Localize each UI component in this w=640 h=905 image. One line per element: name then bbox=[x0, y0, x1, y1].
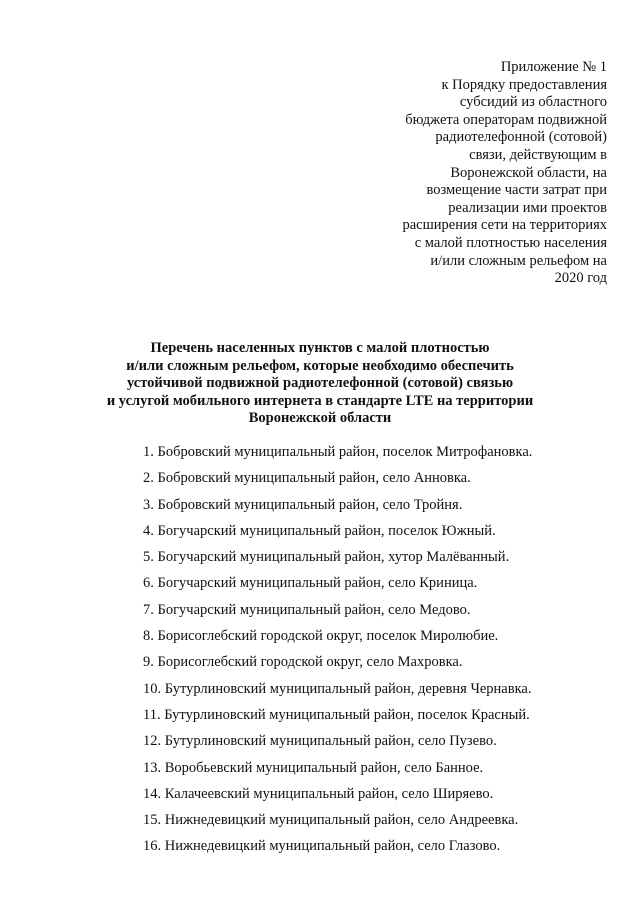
appendix-line: с малой плотностью населения bbox=[414, 234, 607, 251]
appendix-line: Воронежской области, на bbox=[450, 164, 607, 181]
list-item: 3. Бобровский муниципальный район, село Тройня. bbox=[143, 496, 463, 513]
list-item: 5. Богучарский муниципальный район, хутор Малёванный. bbox=[143, 549, 510, 566]
settlement-list bbox=[143, 439, 532, 860]
appendix-line: Приложение № 1 bbox=[500, 59, 607, 75]
list-item: 8. Борисоглебский городской округ, поселок Миролюбие. bbox=[143, 628, 499, 645]
appendix-header bbox=[347, 59, 607, 288]
title-line: и услугой мобильного интернета в стандарте LTE на территории bbox=[106, 392, 534, 409]
appendix-line: к Порядку предоставления bbox=[441, 76, 607, 93]
list-item: 1. Бобровский муниципальный район, поселок Митрофановка. bbox=[143, 444, 533, 460]
document-title bbox=[100, 340, 540, 428]
title-line: Воронежской области bbox=[248, 410, 392, 427]
list-item: 10. Бутурлиновский муниципальный район, деревня Чернавка. bbox=[143, 680, 532, 697]
list-item: 7. Богучарский муниципальный район, село Медово. bbox=[143, 601, 471, 618]
title-line: и/или сложным рельефом, которые необходимо обеспечить bbox=[126, 357, 514, 374]
appendix-line: возмещение части затрат при bbox=[426, 182, 607, 199]
list-item: 16. Нижнедевицкий муниципальный район, село Глазово. bbox=[143, 838, 501, 855]
appendix-line: расширения сети на территориях bbox=[402, 217, 607, 234]
list-item: 12. Бутурлиновский муниципальный район, село Пузево. bbox=[143, 733, 497, 750]
list-item: 2. Бобровский муниципальный район, село Анновка. bbox=[143, 470, 471, 487]
appendix-line: связи, действующим в bbox=[469, 146, 607, 163]
list-item: 13. Воробьевский муниципальный район, село Банное. bbox=[143, 759, 484, 776]
appendix-line: субсидий из областного bbox=[459, 94, 607, 111]
appendix-line: 2020 год bbox=[554, 270, 607, 287]
appendix-line: и/или сложным рельефом на bbox=[430, 252, 607, 269]
appendix-line: радиотелефонной (сотовой) bbox=[435, 129, 607, 146]
appendix-line: реализации ими проектов bbox=[448, 199, 607, 216]
list-item: 15. Нижнедевицкий муниципальный район, село Андреевка. bbox=[143, 812, 519, 829]
list-item: 9. Борисоглебский городской округ, село Махровка. bbox=[143, 654, 463, 671]
list-item: 4. Богучарский муниципальный район, поселок Южный. bbox=[143, 522, 496, 539]
title-line: устойчивой подвижной радиотелефонной (сотовой) связью bbox=[126, 375, 514, 392]
title-line: Перечень населенных пунктов с малой плотностью bbox=[150, 340, 490, 356]
list-item: 6. Богучарский муниципальный район, село Криница. bbox=[143, 575, 478, 592]
appendix-line: бюджета операторам подвижной bbox=[405, 111, 607, 128]
list-item: 14. Калачеевский муниципальный район, село Ширяево. bbox=[143, 785, 494, 802]
list-item: 11. Бутурлиновский муниципальный район, поселок Красный. bbox=[143, 706, 530, 723]
